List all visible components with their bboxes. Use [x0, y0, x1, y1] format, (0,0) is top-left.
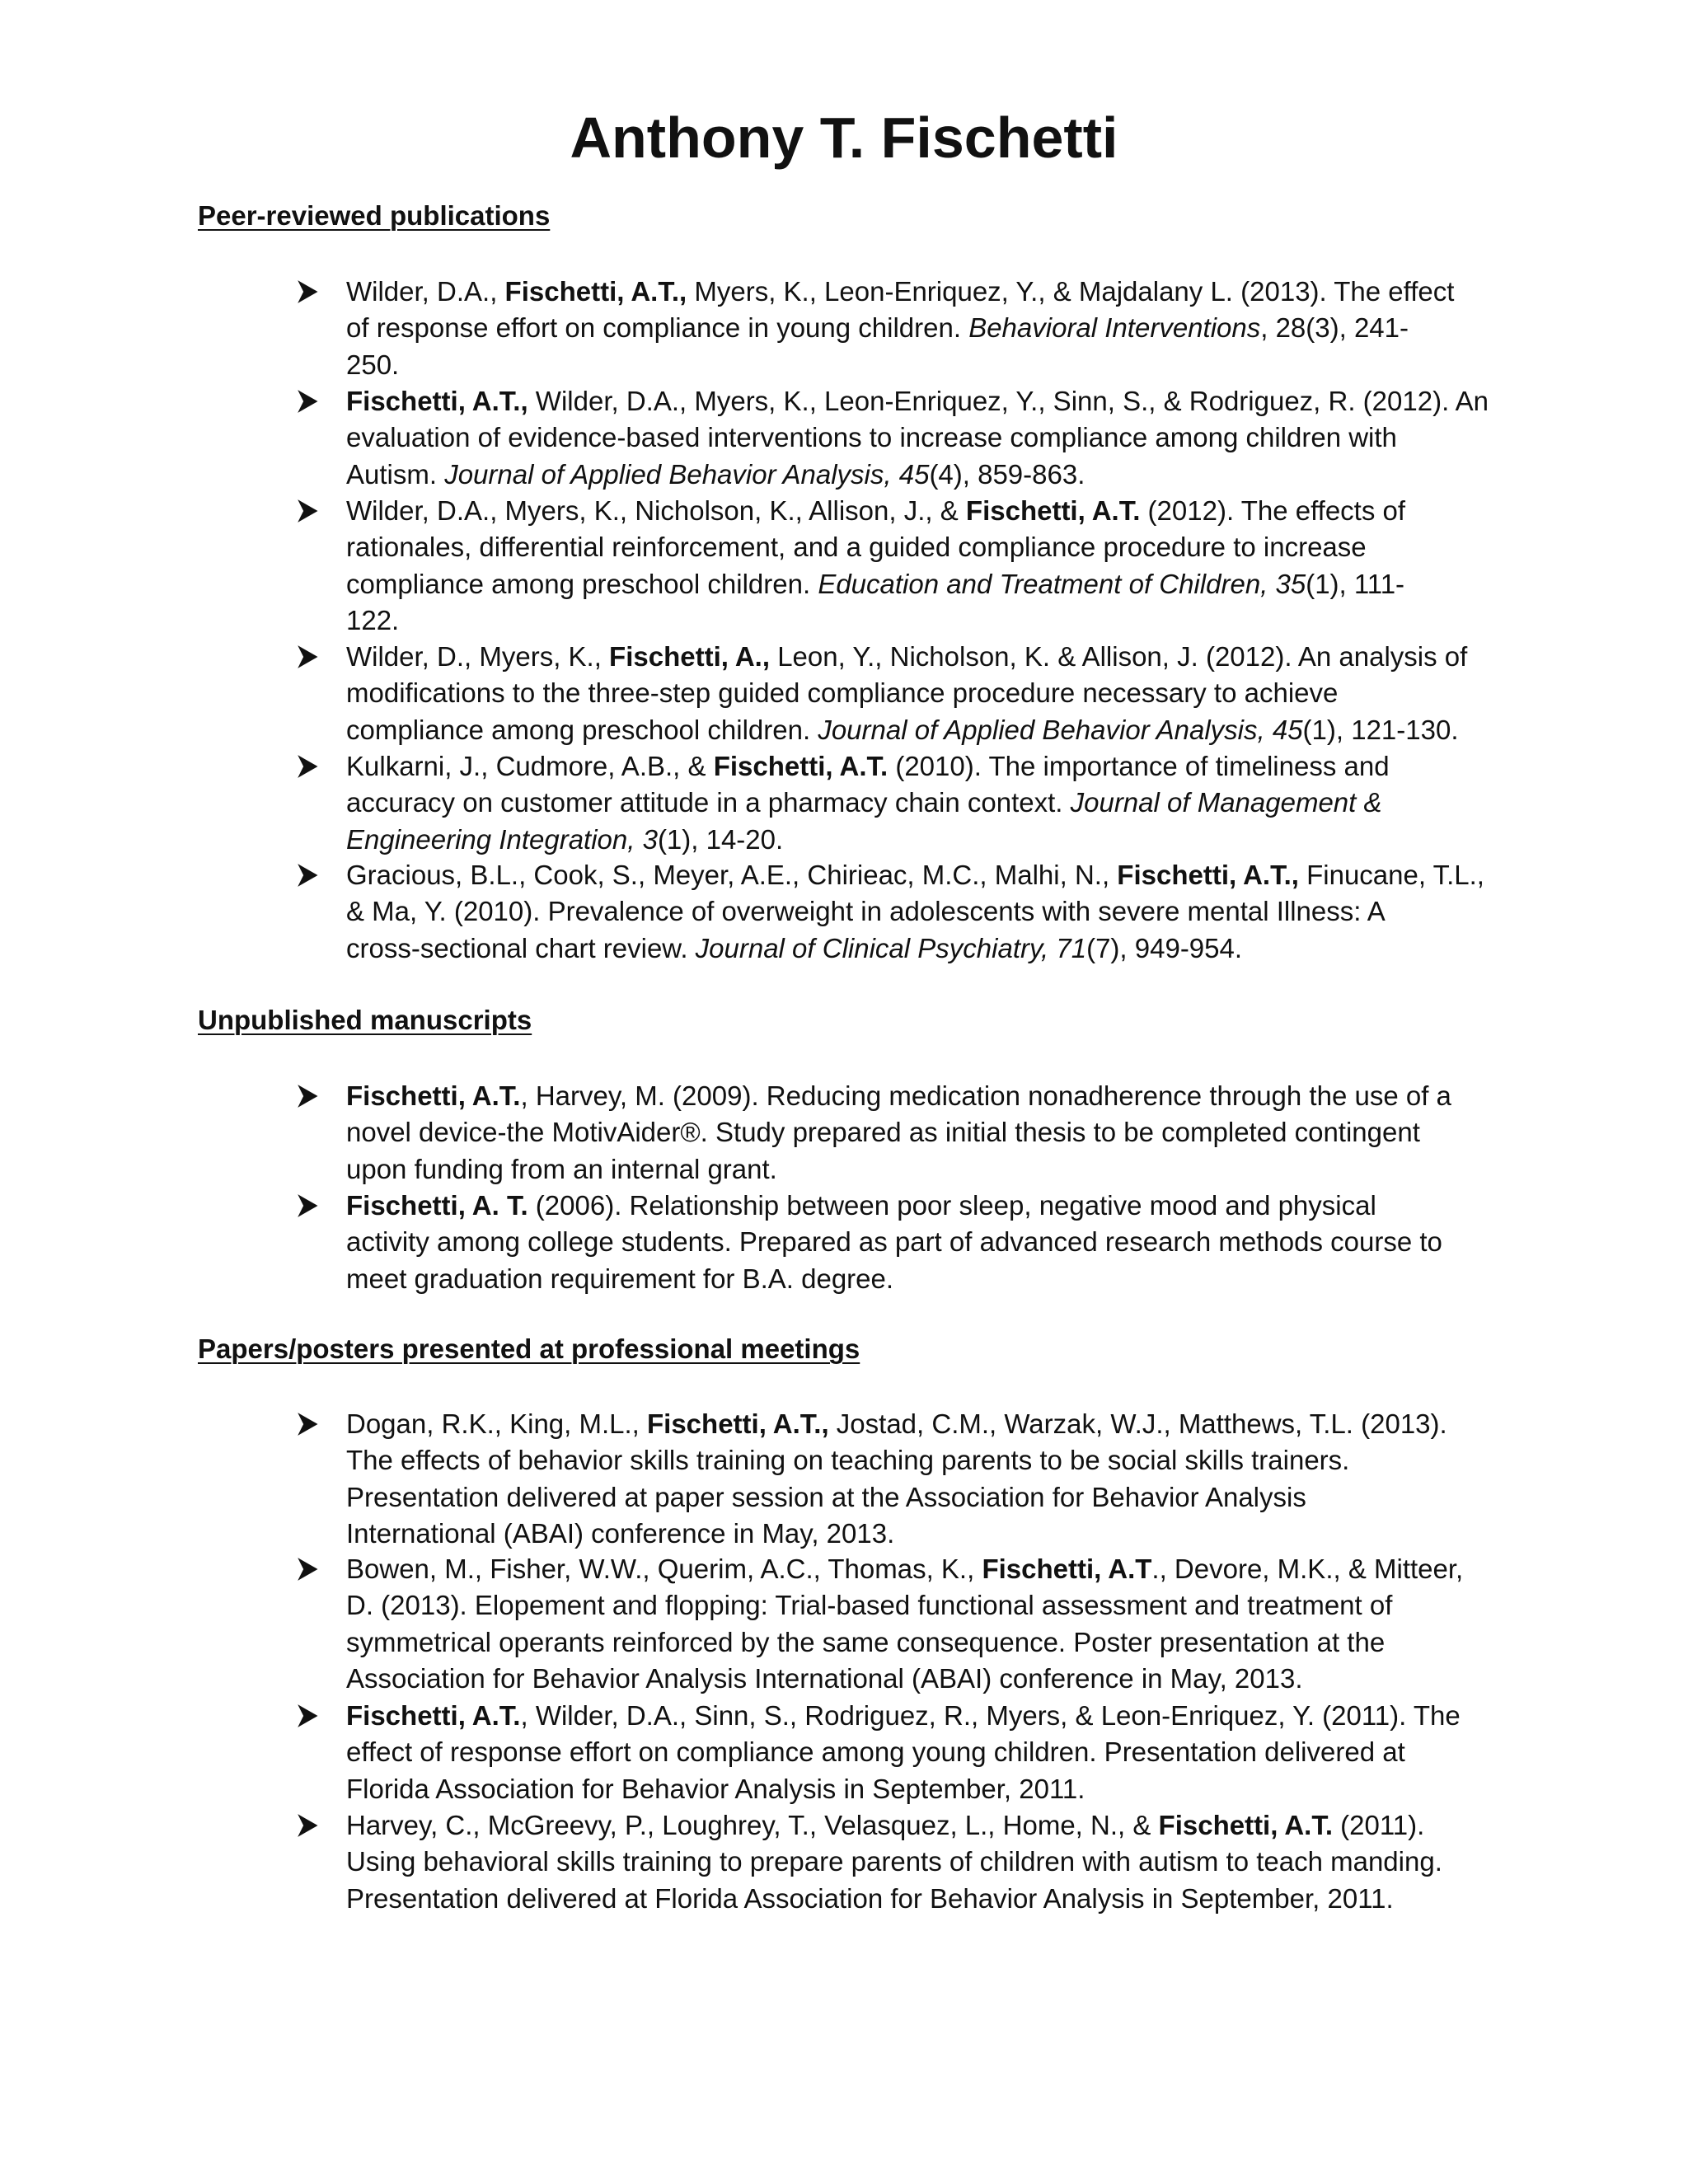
entry-line — [346, 1551, 1463, 1587]
entry-line — [346, 1151, 777, 1188]
entry-line — [346, 1734, 1405, 1770]
author-highlight: Fischetti, A.T., — [504, 276, 687, 307]
journal-title: Behavioral Interventions — [968, 312, 1261, 344]
journal-title: Education and Treatment of Children, 35 — [818, 568, 1306, 599]
arrow-bullet-icon — [297, 1698, 321, 1734]
entry-line — [346, 893, 1386, 930]
author-highlight: Fischetti, A.T. — [713, 751, 889, 781]
citation-text: Dogan, R.K., King, M.L., — [346, 1408, 647, 1439]
section-heading-papers-posters: Papers/posters presented at professional meetings — [198, 1333, 860, 1364]
entry-line — [346, 639, 1467, 675]
citation-text: (4), 859-863. — [929, 458, 1085, 490]
citation-text: (7), 949-954. — [1086, 932, 1243, 963]
entry-line — [346, 383, 1489, 419]
entry-line — [346, 1406, 1447, 1442]
journal-title: Journal of Management & — [1070, 787, 1382, 818]
entry-line — [346, 457, 1085, 493]
entry-line — [346, 748, 1390, 785]
arrow-bullet-icon — [297, 1188, 321, 1224]
author-highlight: Fischetti, A.T. — [346, 1080, 521, 1111]
entry-line — [346, 1516, 894, 1552]
entry-line — [346, 1224, 1442, 1260]
citation-text: Finucane, T.L., — [1298, 860, 1484, 890]
citation-text: Presentation delivered at paper session at the Association for Behavior Analysis — [346, 1481, 1306, 1512]
citation-text: (2012). The effects of — [1140, 495, 1406, 526]
entry-line — [346, 1078, 1451, 1114]
page-title: Anthony T. Fischetti — [570, 105, 1118, 170]
entry-line — [346, 1881, 1394, 1917]
citation-text: cross-sectional chart review. — [346, 932, 696, 963]
citation-text: The effects of behavior skills training on teaching parents to be social skills trainers. — [346, 1445, 1350, 1476]
citation-text: upon funding from an internal grant. — [346, 1153, 777, 1184]
entry-line — [346, 602, 399, 639]
author-highlight: Fischetti, A., — [609, 641, 771, 672]
author-highlight: Fischetti, A.T. — [1158, 1810, 1334, 1840]
entry-line — [346, 1771, 1085, 1807]
citation-text: (1), 121-130. — [1302, 714, 1459, 745]
citation-text: Gracious, B.L., Cook, S., Meyer, A.E., Chirieac, M.C., Malhi, N., — [346, 860, 1118, 890]
citation-text: Bowen, M., Fisher, W.W., Querim, A.C., Thomas, K., — [346, 1554, 982, 1584]
entry-line — [346, 785, 1382, 821]
entry-line — [346, 347, 399, 383]
entry-line — [346, 1587, 1392, 1624]
citation-text: Florida Association for Behavior Analysis in September, 2011. — [346, 1773, 1085, 1804]
entry-line — [346, 1698, 1461, 1734]
citation-text: activity among college students. Prepared as part of advanced research methods course to — [346, 1226, 1442, 1258]
citation-text: Jostad, C.M., Warzak, W.J., Matthews, T.L. (2013). — [828, 1408, 1447, 1439]
entry-line — [346, 1807, 1424, 1844]
entry-line — [346, 566, 1404, 602]
citation-text: Autism. — [346, 458, 445, 490]
arrow-bullet-icon — [297, 1406, 321, 1442]
entry-line — [346, 930, 1242, 967]
citation-text: 122. — [346, 604, 400, 635]
citation-text: 250. — [346, 349, 400, 380]
citation-text: Kulkarni, J., Cudmore, A.B., & — [346, 751, 714, 781]
citation-text: (1), 14-20. — [657, 823, 784, 855]
arrow-bullet-icon — [297, 493, 321, 529]
citation-text: evaluation of evidence-based interventions to increase compliance among children with — [346, 422, 1397, 453]
citation-text: accuracy on customer attitude in a pharmacy chain context. — [346, 787, 1071, 818]
entry-line — [346, 419, 1397, 456]
arrow-bullet-icon — [297, 383, 321, 419]
citation-text: meet graduation requirement for B.A. degree. — [346, 1263, 894, 1294]
citation-text: (2011). — [1333, 1810, 1425, 1840]
arrow-bullet-icon — [297, 639, 321, 675]
entry-line — [346, 1479, 1306, 1516]
citation-text: Harvey, C., McGreevy, P., Loughrey, T., Velasquez, L., Home, N., & — [346, 1810, 1159, 1840]
citation-text: rationales, differential reinforcement, and a guided compliance procedure to increase — [346, 532, 1367, 563]
entry-line — [346, 822, 783, 858]
citation-text: Wilder, D.A., Myers, K., Leon-Enriquez, Y., Sinn, S., & Rodriguez, R. (2012). An — [528, 386, 1489, 416]
author-highlight: Fischetti, A.T., — [647, 1408, 829, 1439]
entry-line — [346, 1844, 1442, 1880]
citation-text: novel device-the MotivAider®. Study prepared as initial thesis to be completed contingent — [346, 1117, 1420, 1148]
citation-text: Wilder, D.A., Myers, K., Nicholson, K., Allison, J., & — [346, 495, 966, 526]
entry-line — [346, 675, 1338, 711]
entry-line — [346, 1624, 1385, 1661]
arrow-bullet-icon — [297, 857, 321, 893]
author-highlight: Fischetti, A. T. — [346, 1190, 528, 1221]
arrow-bullet-icon — [297, 1807, 321, 1844]
citation-text: , Harvey, M. (2009). Reducing medication nonadherence through the use of a — [520, 1080, 1451, 1111]
citation-text: Wilder, D.A., — [346, 276, 505, 307]
citation-text: ., Devore, M.K., & Mitteer, — [1151, 1554, 1464, 1584]
entry-line — [346, 1114, 1420, 1151]
author-highlight: Fischetti, A.T. — [346, 1700, 521, 1731]
entry-line — [346, 493, 1405, 529]
citation-text: symmetrical operants reinforced by the same consequence. Poster presentation at the — [346, 1626, 1386, 1657]
citation-text: Presentation delivered at Florida Association for Behavior Analysis in September, 2011. — [346, 1882, 1394, 1914]
citation-text: D. (2013). Elopement and flopping: Trial-based functional assessment and treatment of — [346, 1590, 1393, 1621]
arrow-bullet-icon — [297, 1078, 321, 1114]
citation-text: International (ABAI) conference in May, 2013. — [346, 1517, 895, 1549]
citation-text: compliance among preschool children. — [346, 714, 818, 745]
arrow-bullet-icon — [297, 274, 321, 310]
citation-text: of response effort on compliance in young children. — [346, 312, 969, 344]
entry-line — [346, 1661, 1303, 1697]
citation-text: effect of response effort on compliance among young children. Presentation delivered at — [346, 1736, 1405, 1768]
citation-text: (1), 111- — [1306, 568, 1405, 599]
entry-line — [346, 857, 1484, 893]
journal-title: Journal of Applied Behavior Analysis, 45 — [818, 714, 1303, 745]
citation-text: compliance among preschool children. — [346, 568, 818, 599]
citation-text: modifications to the three-step guided compliance procedure necessary to achieve — [346, 677, 1339, 709]
entry-line — [346, 1261, 893, 1297]
entry-line — [346, 712, 1459, 748]
author-highlight: Fischetti, A.T., — [346, 386, 528, 416]
entry-line — [346, 274, 1454, 310]
citation-text: Wilder, D., Myers, K., — [346, 641, 610, 672]
arrow-bullet-icon — [297, 1551, 321, 1587]
entry-line — [346, 529, 1367, 565]
journal-title: Journal of Clinical Psychiatry, 71 — [695, 932, 1087, 963]
citation-text: & Ma, Y. (2010). Prevalence of overweight in adolescents with severe mental Illness: A — [346, 896, 1386, 927]
entry-line — [346, 1188, 1376, 1224]
journal-title: Journal of Applied Behavior Analysis, 45 — [444, 458, 930, 490]
citation-text: Using behavioral skills training to prepare parents of children with autism to teach manding. — [346, 1846, 1442, 1877]
citation-text: (2010). The importance of timeliness and — [888, 751, 1390, 781]
citation-text: , Wilder, D.A., Sinn, S., Rodriguez, R., Myers, & Leon-Enriquez, Y. (2011). The — [520, 1700, 1461, 1731]
section-heading-unpublished-manuscripts: Unpublished manuscripts — [198, 1005, 532, 1035]
entry-line — [346, 310, 1409, 346]
citation-text: Association for Behavior Analysis International (ABAI) conference in May, 2013. — [346, 1662, 1303, 1694]
journal-title: Engineering Integration, 3 — [346, 823, 658, 855]
entry-line — [346, 1442, 1349, 1479]
citation-text: Myers, K., Leon-Enriquez, Y., & Majdalany L. (2013). The effect — [687, 276, 1455, 307]
section-heading-peer-reviewed-publications: Peer-reviewed publications — [198, 200, 551, 231]
author-highlight: Fischetti, A.T — [982, 1554, 1152, 1584]
author-highlight: Fischetti, A.T., — [1117, 860, 1299, 890]
arrow-bullet-icon — [297, 748, 321, 785]
citation-text: Leon, Y., Nicholson, K. & Allison, J. (2012). An analysis of — [770, 641, 1468, 672]
author-highlight: Fischetti, A.T. — [965, 495, 1141, 526]
citation-text: (2006). Relationship between poor sleep, negative mood and physical — [528, 1190, 1376, 1221]
citation-text: , 28(3), 241- — [1260, 312, 1409, 344]
